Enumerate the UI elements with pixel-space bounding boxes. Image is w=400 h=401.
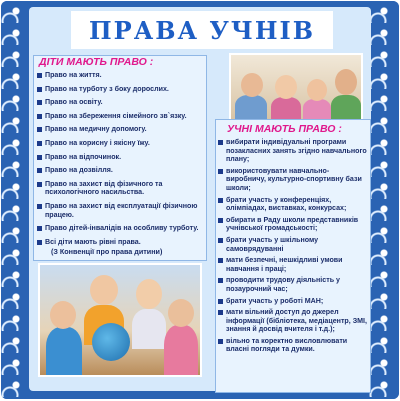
child-face <box>50 301 76 329</box>
children-with-globe-photo <box>38 263 202 377</box>
child-face <box>335 69 357 95</box>
list-item: Право на медичну допомогу. <box>37 125 203 134</box>
square-bullet-icon <box>37 87 42 92</box>
list-item: Право на захист від фізичного та психологічного насильства. <box>37 180 203 197</box>
square-bullet-icon <box>218 198 223 203</box>
poster-title: ПРАВА УЧНІВ <box>88 15 316 45</box>
square-bullet-icon <box>37 226 42 231</box>
list-item: мати вільний доступ до джерел інформації (бібліотека, медіацентр, ЗМІ, знання й досвід вчителя і т.д.); <box>218 308 368 334</box>
child-face <box>168 299 194 327</box>
child-shirt <box>132 309 166 349</box>
square-bullet-icon <box>218 278 223 283</box>
child-face <box>90 275 118 305</box>
student-rights-list <box>218 138 368 357</box>
list-item: Всі діти мають рівні права. <box>37 238 203 247</box>
square-bullet-icon <box>218 310 223 315</box>
list-item: Право на відпочинок. <box>37 153 203 162</box>
square-bullet-icon <box>218 218 223 223</box>
square-bullet-icon <box>37 73 42 78</box>
square-bullet-icon <box>218 299 223 304</box>
children-rights-list <box>37 71 203 251</box>
child-face <box>275 75 297 99</box>
square-bullet-icon <box>37 182 42 187</box>
square-bullet-icon <box>218 238 223 243</box>
child-face <box>241 73 263 97</box>
list-item: Право на корисну і якісну їжу. <box>37 139 203 148</box>
square-bullet-icon <box>218 169 223 174</box>
square-bullet-icon <box>218 258 223 263</box>
square-bullet-icon <box>37 141 42 146</box>
list-item: вільно та коректно висловлювати власні погляди та думки. <box>218 337 368 354</box>
square-bullet-icon <box>37 204 42 209</box>
title-banner <box>71 11 333 49</box>
rights-poster <box>1 1 399 399</box>
child-shirt <box>164 325 198 375</box>
list-item: Право на турботу з боку дорослих. <box>37 85 203 94</box>
student-rights-heading: УЧНІ МАЮТЬ ПРАВО : <box>227 123 342 135</box>
list-item: мати безпечні, нешкідливі умови навчання і праці; <box>218 256 368 273</box>
list-item: вибирати індивідуальні програми позакласних занять згідно навчального плану; <box>218 138 368 164</box>
list-item: Право на життя. <box>37 71 203 80</box>
list-item: брати участь у шкільному самоврядуванні <box>218 236 368 253</box>
square-bullet-icon <box>37 168 42 173</box>
convention-source-note: (З Конвенції про права дитини) <box>51 247 163 256</box>
child-shirt <box>46 327 82 375</box>
child-shirt <box>303 99 331 121</box>
square-bullet-icon <box>37 155 42 160</box>
child-face <box>136 279 162 309</box>
children-rights-heading: ДІТИ МАЮТЬ ПРАВО : <box>39 56 154 68</box>
list-item: обирати в Раду школи представників учнівської громадськості; <box>218 216 368 233</box>
list-item: брати участь у конференціях, олімпіадах, виставках, конкурсах; <box>218 196 368 213</box>
left-ornament-border <box>1 1 31 399</box>
square-bullet-icon <box>37 240 42 245</box>
child-face <box>307 79 327 101</box>
square-bullet-icon <box>37 127 42 132</box>
list-item: Право на дозвілля. <box>37 166 203 175</box>
children-at-laptop-photo <box>229 53 363 123</box>
child-shirt <box>271 97 301 121</box>
right-ornament-border <box>369 1 399 399</box>
square-bullet-icon <box>37 100 42 105</box>
list-item: Право на захист від експлуатації фізичною працею. <box>37 202 203 219</box>
list-item: Право дітей-інвалідів на особливу турботу. <box>37 224 203 233</box>
child-shirt <box>331 95 361 121</box>
globe-icon <box>92 323 130 361</box>
list-item: використовувати навчально-виробничу, культурно-спортивну бази школи; <box>218 167 368 193</box>
list-item: Право на освіту. <box>37 98 203 107</box>
list-item: Право на збереження сімейного зв`язку. <box>37 112 203 121</box>
square-bullet-icon <box>218 339 223 344</box>
square-bullet-icon <box>37 114 42 119</box>
list-item: брати участь у роботі МАН; <box>218 297 368 306</box>
child-shirt <box>235 95 267 121</box>
list-item: проводити трудову діяльність у позаурочний час; <box>218 276 368 293</box>
square-bullet-icon <box>218 140 223 145</box>
